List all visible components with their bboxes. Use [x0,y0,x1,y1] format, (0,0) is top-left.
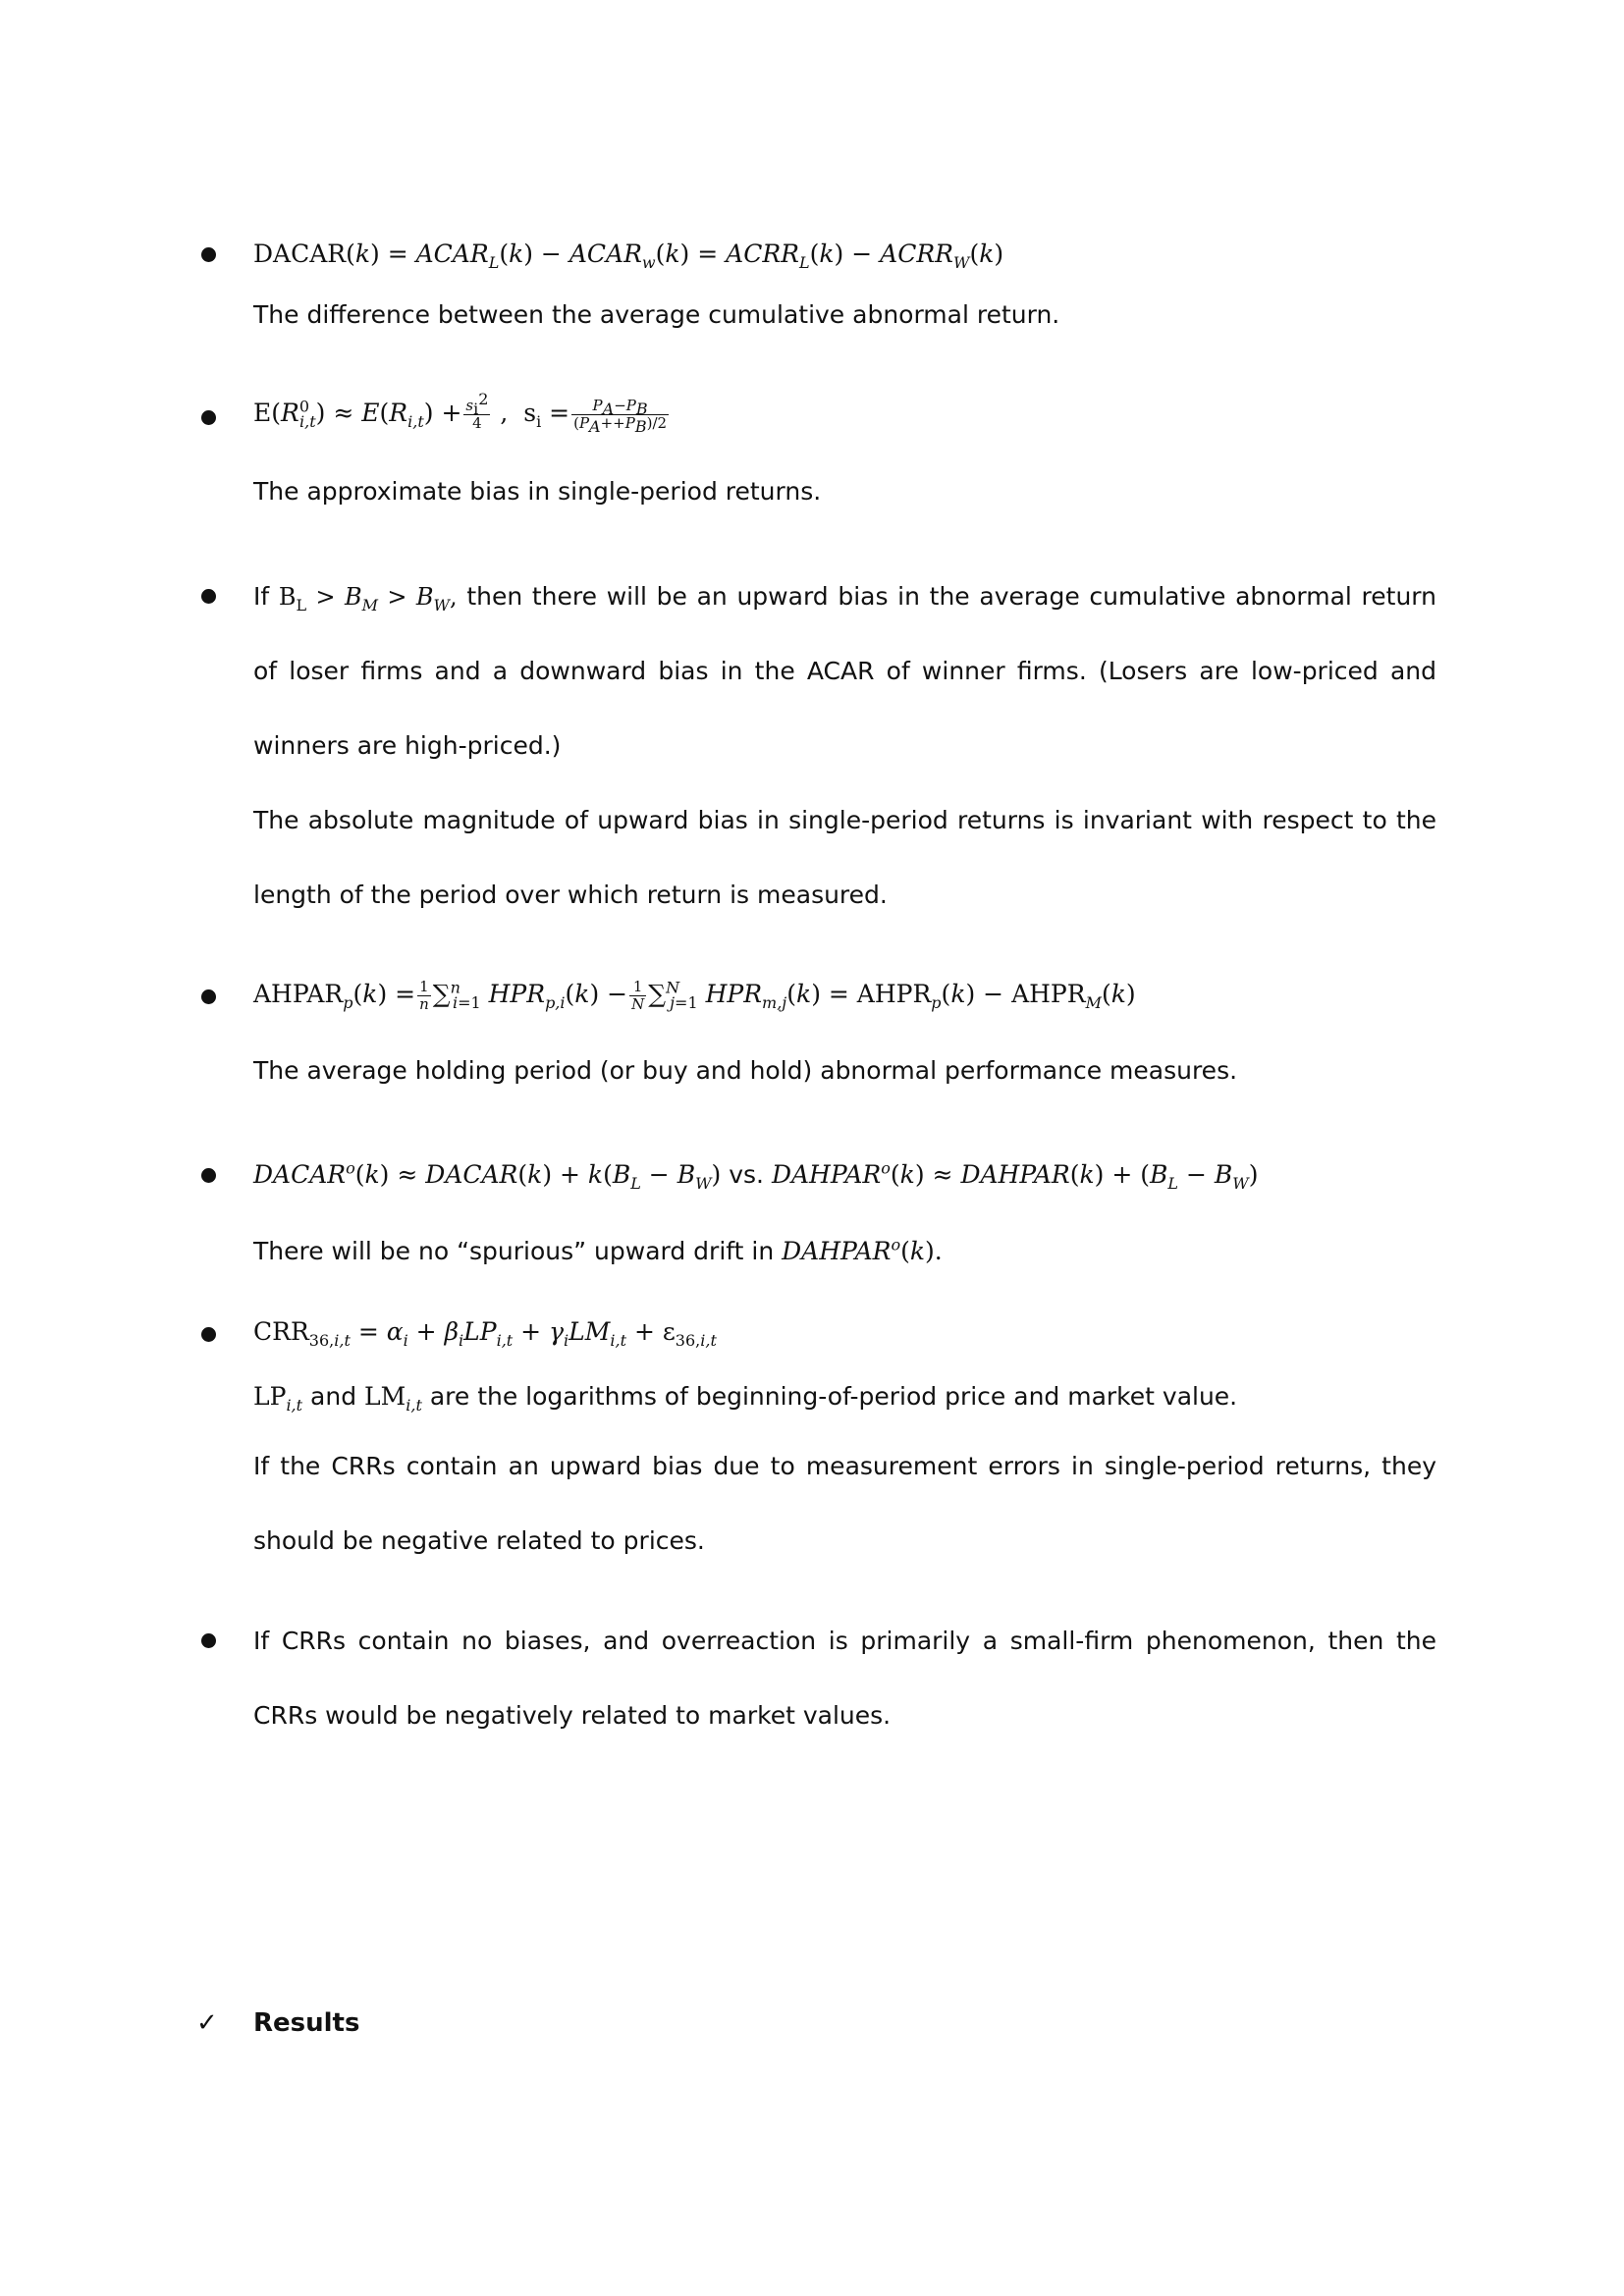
bullet-icon [201,410,216,425]
bullet-icon [201,1168,216,1183]
description-drift: There will be no “spurious” upward drift in DAHPAR$^o$(k). [253,1235,943,1265]
description-bias: The approximate bias in single-period returns. [253,477,822,506]
paragraph-small-firm: If CRRs contain no biases, and overreaction is primarily a small-firm phenomenon, then the CRRs would be negatively related to market values. [253,1627,1436,1730]
bullet-icon [201,589,216,604]
description-crr: $LP_{i,t}$ and $LM_{i,t}$ are the logarithms of beginning-of-period price and market value. [253,1382,1238,1415]
formula-dacar-o: $DACAR^o(k)$ ≈ DACAR(k) + $k(B_L - B_W)$ vs. $DAHPAR^o(k)$ ≈ DAHPAR(k) + $(B_L - B_W)$ [253,1158,1259,1193]
results-heading: Results [253,2008,360,2038]
bullet-icon [201,247,216,262]
description-ahpar: The average holding period (or buy and hold) abnormal performance measures. [253,1056,1238,1085]
paragraph-crr-prices: If the CRRs contain an upward bias due to measurement errors in single-period returns, they should be negative related to prices. [253,1452,1436,1555]
paragraph-bias-condition: If $B_L > B_M > B_W$, then there will be an upward bias in the average cumulative abnormal return of loser firms and a downward bias in the ACAR of winner firms. (Losers are low-priced and winners are high-priced.) [253,582,1436,760]
bullet-icon [201,1633,216,1648]
formula-bias: $E(R^0_{i,t}) \approx E(R_{i,t})$ + $\frac{s_i^2}{4}$ , $s_i$ = $\frac{P_A-P_B}{(P_A++P_B)/2}$ [253,390,668,436]
formula-dacar: DACAR(k) = $ACAR_L(k)$ − $ACAR_w(k)$ = $ACRR_L(k)$ − $ACRR_W(k)$ [253,240,1004,272]
description-dacar: The difference between the average cumulative abnormal return. [253,300,1060,329]
bullet-icon [201,989,216,1004]
bullet-icon [201,1327,216,1342]
formula-crr: $CRR_{36,i,t} = \alpha_i + \beta_iLP_{i,t} + \gamma_iLM_{i,t} + \varepsilon_{36,i,t}$ [253,1317,717,1350]
check-icon: ✓ [196,2008,218,2038]
paragraph-magnitude: The absolute magnitude of upward bias in single-period returns is invariant with respect to the length of the period over which return is measured. [253,806,1436,909]
formula-ahpar: $AHPAR_p(k)$ = $\frac{1}{n}$ ∑$^n_{i=1}$ $HPR_{p,i}(k)$ − $\frac{1}{N}$ ∑$^N_{j=1}$ $HPR_{m,j}(k)$ = $AHPR_p(k)$ − $AHPR_M(k)$ [253,978,1136,1013]
